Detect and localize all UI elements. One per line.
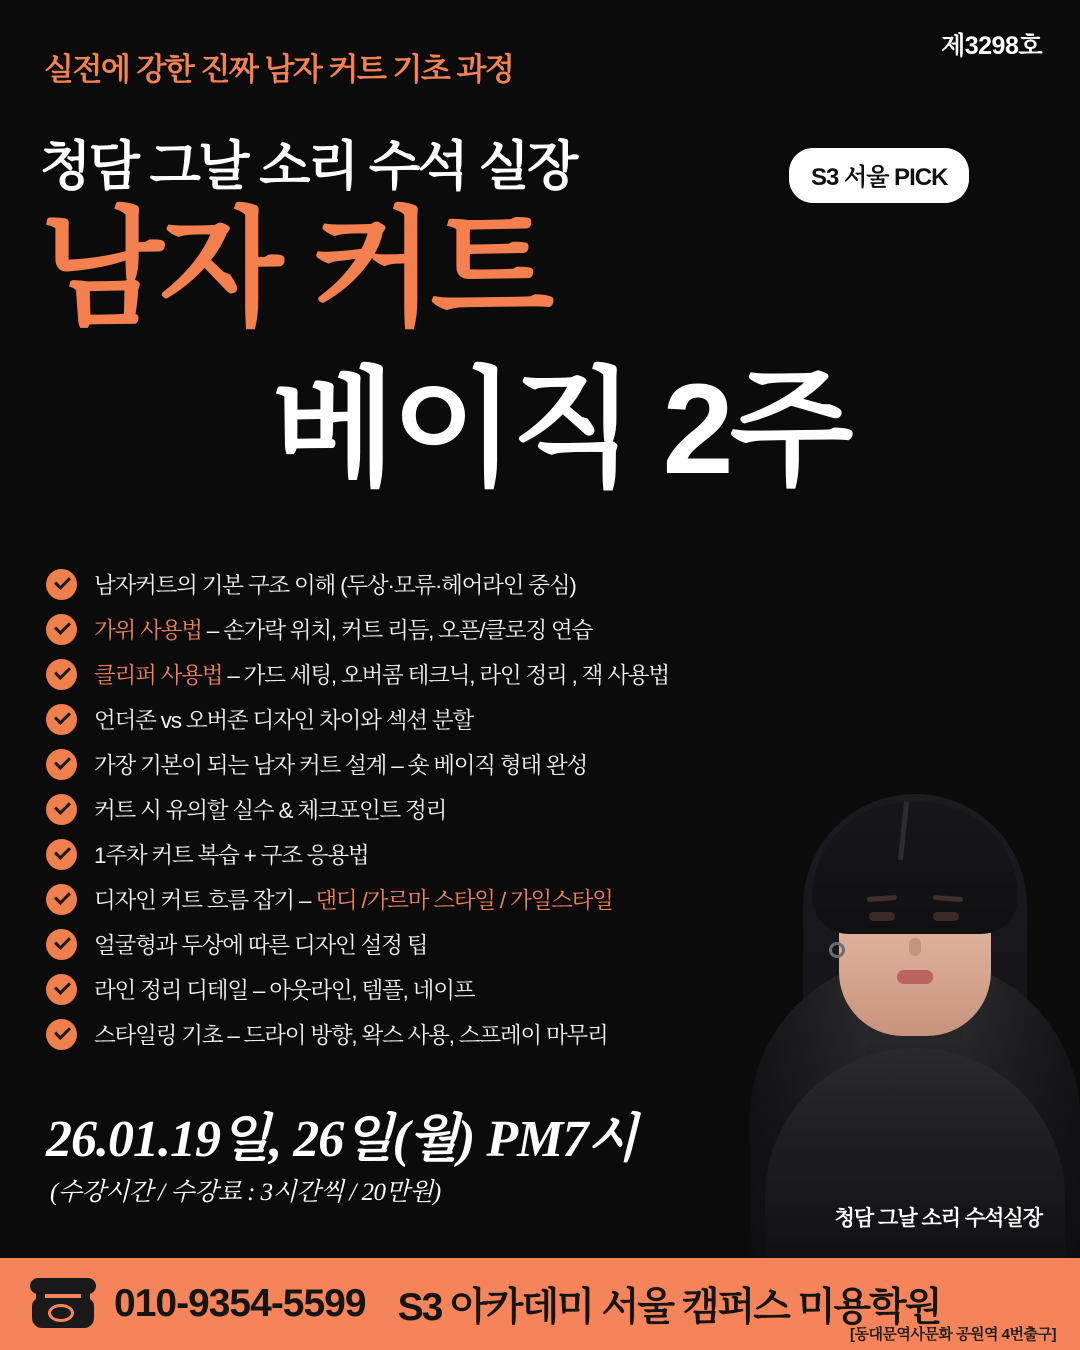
course-subtitle: 청담 그날 소리 수석 실장 — [40, 137, 576, 196]
check-icon — [46, 839, 77, 870]
model-eye-right — [933, 912, 959, 921]
list-item — [46, 697, 846, 741]
list-item-highlight: 가위 사용법 — [94, 618, 202, 643]
check-icon — [46, 704, 77, 735]
list-item — [46, 742, 846, 786]
list-item-label: 언더존 vs 오버존 디자인 차이와 섹션 분할 — [94, 708, 473, 733]
model-nose — [909, 938, 921, 956]
model-credit: 청담 그날 소리 수석실장 — [834, 1207, 1042, 1230]
phone-number[interactable]: 010-9354-5599 — [114, 1282, 366, 1325]
check-icon — [46, 929, 77, 960]
check-icon — [46, 884, 77, 915]
issue-number: 제3298호 — [941, 32, 1042, 60]
check-icon — [46, 794, 77, 825]
list-item-label: 스타일링 기초 – 드라이 방향, 왁스 사용, 스프레이 마무리 — [94, 1023, 608, 1048]
title-line-2: 베이직 2주 — [272, 358, 850, 501]
kicker-text: 실전에 강한 진짜 남자 커트 기초 과정 — [44, 52, 514, 87]
check-icon — [46, 974, 77, 1005]
list-item — [46, 787, 846, 831]
list-item-rest: 디자인 커트 흐름 잡기 – — [94, 888, 316, 913]
list-item — [46, 877, 846, 921]
model-eye-left — [869, 912, 895, 921]
list-item — [46, 1012, 846, 1056]
list-item-label — [94, 613, 592, 645]
schedule-note: (수강시간 / 수강료 : 3시간씩 / 20만원) — [50, 1179, 441, 1206]
footer-bar — [0, 1258, 1080, 1350]
academy-name: S3 아카데미 서울 캠퍼스 미용학원 — [397, 1286, 941, 1329]
list-item-label: 얼굴형과 두상에 따른 디자인 설정 팁 — [94, 933, 428, 958]
curriculum-list — [46, 562, 846, 1057]
check-icon — [46, 1019, 77, 1050]
check-icon — [46, 749, 77, 780]
telephone-icon — [30, 1278, 96, 1330]
list-item — [46, 967, 846, 1011]
list-item — [46, 832, 846, 876]
list-item-label: 남자커트의 기본 구조 이해 (두상·모류·헤어라인 중심) — [94, 573, 576, 598]
list-item — [46, 562, 846, 606]
list-item-label — [94, 883, 613, 915]
list-item — [46, 652, 846, 696]
list-item-label: 1주차 커트 복습 + 구조 응용법 — [94, 843, 369, 868]
list-item-label — [94, 658, 669, 690]
check-icon — [46, 614, 77, 645]
pick-badge: S3 서울 PICK — [789, 148, 969, 203]
model-lips — [897, 970, 933, 984]
list-item-highlight: 클리퍼 사용법 — [94, 663, 223, 688]
check-icon — [46, 659, 77, 690]
title-line-1: 남자 커트 — [40, 198, 551, 341]
list-item — [46, 607, 846, 651]
list-item-rest: – 가드 세팅, 오버콤 테크닉, 라인 정리 , 잭 사용법 — [222, 663, 669, 688]
list-item-label: 가장 기본이 되는 남자 커트 설계 – 숏 베이직 형태 완성 — [94, 753, 588, 778]
list-item-highlight: 댄디 /가르마 스타일 / 가일스타일 — [315, 888, 613, 913]
check-icon — [46, 569, 77, 600]
location-note: [동대문역사문화 공원역 4번출구] — [849, 1326, 1056, 1343]
schedule-date: 26.01.19일, 26일(월) PM7시 — [46, 1111, 637, 1168]
list-item-label: 커트 시 유의할 실수 & 체크포인트 정리 — [94, 798, 447, 823]
list-item-rest: – 손가락 위치, 커트 리듬, 오픈/클로징 연습 — [201, 618, 593, 643]
list-item — [46, 922, 846, 966]
list-item-label: 라인 정리 디테일 – 아웃라인, 템플, 네이프 — [94, 978, 475, 1003]
